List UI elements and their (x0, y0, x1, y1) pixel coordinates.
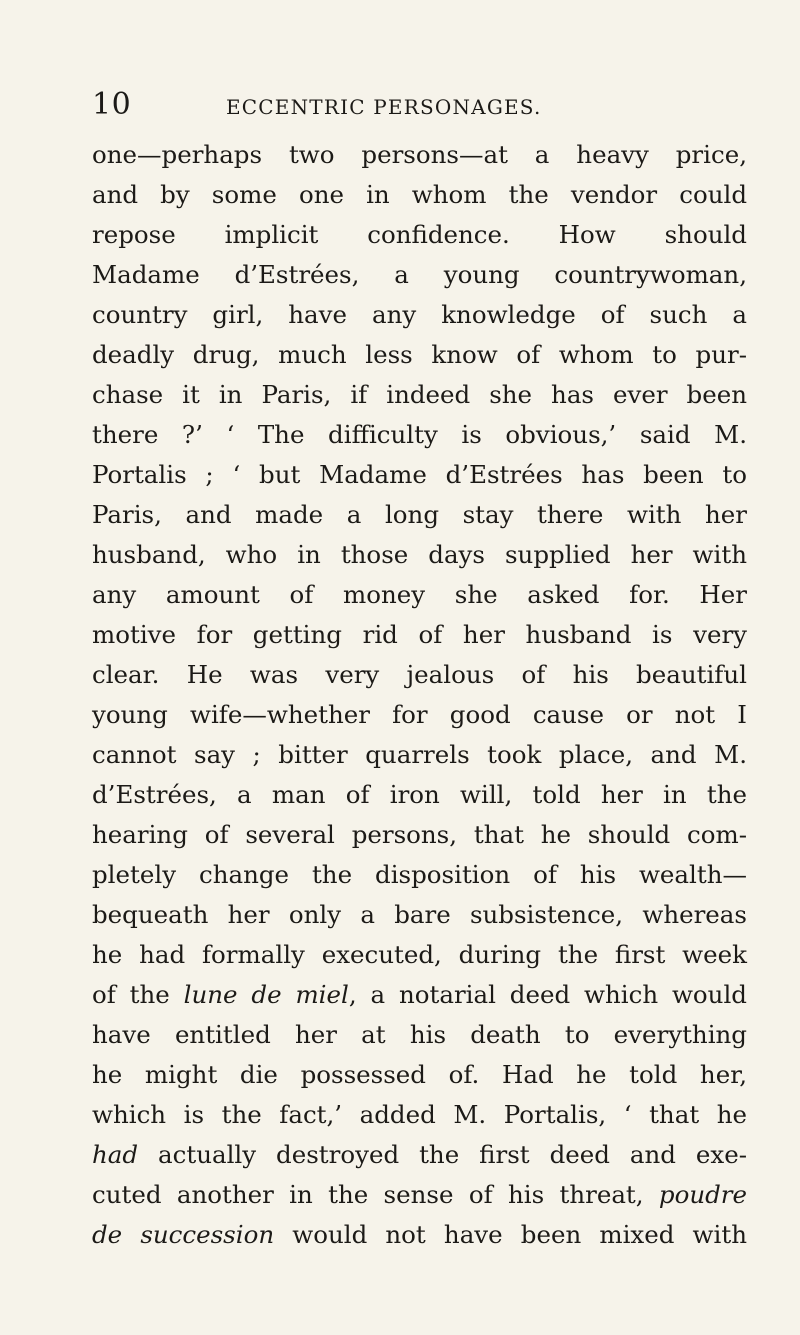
text-run: Portalis ; ‘ but Madame d’Estrées has been to (92, 460, 747, 489)
text-run: young wife—whether for good cause or not I (92, 700, 747, 729)
italic-phrase: had (92, 1140, 139, 1169)
text-run: Paris, and made a long stay there with her (92, 500, 747, 529)
text-line (92, 1095, 747, 1135)
text-line (92, 255, 747, 295)
text-line (92, 775, 747, 815)
text-run: husband, who in those days supplied her with (92, 540, 747, 569)
text-line (92, 1135, 747, 1175)
text-run: he had formally executed, during the first week (92, 940, 747, 969)
text-line (92, 1175, 747, 1215)
text-run: and by some one in whom the vendor could (92, 180, 747, 209)
text-line (92, 495, 747, 535)
text-run: pletely change the disposition of his wealth— (92, 860, 747, 889)
body-text (92, 135, 747, 1255)
text-line (92, 855, 747, 895)
text-run: of the (92, 980, 184, 1009)
text-run: there ?’ ‘ The difficulty is obvious,’ said M. (92, 420, 747, 449)
text-run: which is the fact,’ added M. Portalis, ‘ that he (92, 1100, 747, 1129)
text-run: cannot say ; bitter quarrels took place, and M. (92, 740, 747, 769)
text-run: repose implicit confidence. How should (92, 220, 747, 249)
text-line (92, 1215, 747, 1255)
text-line (92, 815, 747, 855)
text-line (92, 575, 747, 615)
text-run: one—perhaps two persons—at a heavy price, (92, 140, 747, 169)
text-run: hearing of several persons, that he should com- (92, 820, 747, 849)
text-line (92, 215, 747, 255)
text-line (92, 135, 747, 175)
text-run: have entitled her at his death to everything (92, 1020, 747, 1049)
italic-phrase: de succession (92, 1220, 275, 1249)
page-number: 10 (92, 87, 132, 122)
text-line (92, 975, 747, 1015)
text-run: clear. He was very jealous of his beautiful (92, 660, 747, 689)
text-run: he might die possessed of. Had he told her, (92, 1060, 747, 1089)
text-run: chase it in Paris, if indeed she has ever been (92, 380, 747, 409)
text-run: , a notarial deed which would (348, 980, 747, 1009)
text-line (92, 375, 747, 415)
text-run: bequeath her only a bare subsistence, whereas (92, 900, 747, 929)
text-run: actually destroyed the first deed and exe- (138, 1140, 747, 1169)
text-line (92, 335, 747, 375)
page-header (92, 87, 742, 130)
text-run: motive for getting rid of her husband is very (92, 620, 747, 649)
text-line (92, 295, 747, 335)
text-line (92, 1015, 747, 1055)
text-line (92, 415, 747, 455)
text-run: any amount of money she asked for. Her (92, 580, 747, 609)
text-run: would not have been mixed with (274, 1220, 747, 1249)
text-line (92, 615, 747, 655)
text-run: deadly drug, much less know of whom to pur- (92, 340, 747, 369)
text-run: cuted another in the sense of his threat, (92, 1180, 659, 1209)
text-run: Madame d’Estrées, a young countrywoman, (92, 260, 747, 289)
text-line (92, 695, 747, 735)
text-line (92, 535, 747, 575)
running-head: ECCENTRIC PERSONAGES. (226, 95, 542, 119)
text-line (92, 455, 747, 495)
text-line (92, 1055, 747, 1095)
text-line (92, 895, 747, 935)
italic-phrase: poudre (658, 1180, 747, 1209)
italic-phrase: lune de miel (183, 980, 349, 1009)
text-line (92, 655, 747, 695)
text-run: country girl, have any knowledge of such a (92, 300, 747, 329)
text-line (92, 735, 747, 775)
text-line (92, 935, 747, 975)
text-run: d’Estrées, a man of iron will, told her in the (92, 780, 747, 809)
text-line (92, 175, 747, 215)
